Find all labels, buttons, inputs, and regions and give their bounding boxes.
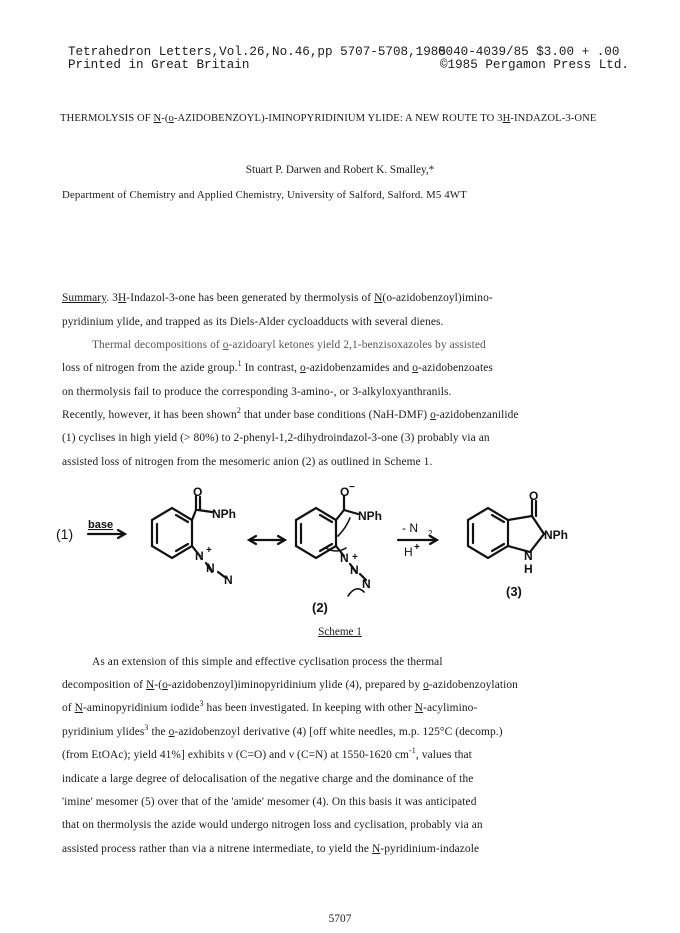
reagent-h: H <box>404 545 413 559</box>
reagent-n2-subscript: 2 <box>428 529 433 538</box>
atom-h: H <box>524 562 533 576</box>
copyright: ©1985 Pergamon Press Ltd. <box>440 58 629 72</box>
body-line: (1) cyclises in high yield (> 80%) to 2-phenyl-1,2-dihydroindazol-3-one (3) probably via an <box>62 432 490 444</box>
group-nph: NPh <box>212 507 236 521</box>
atom-n: N <box>350 563 359 577</box>
charge-plus: + <box>352 552 358 563</box>
body-line: 'imine' mesomer (5) over that of the 'amide' mesomer (4). On this basis it was anticipated <box>62 796 477 808</box>
atom-o: O <box>340 485 350 499</box>
body-line: of N-aminopyridinium iodide$^3$ has been investigated. In keeping with other N-acylimino- <box>62 699 478 714</box>
atom-n: N <box>340 551 349 565</box>
body-line: Thermal decompositions of o-azidoaryl ketones yield 2,1-benzisoxazoles by assisted <box>92 339 486 351</box>
atom-n: N <box>524 549 533 563</box>
body-line: that on thermolysis the azide would undergo nitrogen loss and cyclisation, probably via an <box>62 819 483 831</box>
charge-plus: + <box>206 545 212 556</box>
scheme-1-diagram <box>0 482 680 618</box>
group-nph: NPh <box>358 509 382 523</box>
atom-n: N <box>206 561 215 575</box>
reagent-base: base <box>88 519 114 531</box>
body-line: assisted loss of nitrogen from the mesomeric anion (2) as outlined in Scheme 1. <box>62 456 433 468</box>
paper-title: THERMOLYSIS OF N-(o-AZIDOBENZOYL)-IMINOPYRIDINIUM YLIDE: A NEW ROUTE TO 3H-INDAZOL-3-ONE <box>60 113 597 124</box>
atom-n: N <box>195 549 204 563</box>
page-number: 5707 <box>328 913 352 925</box>
atom-n: N <box>224 573 233 587</box>
reagent-minus-n2: - N <box>402 521 418 535</box>
body-line: pyridinium ylides$^3$ the o-azidobenzoyl derivative (4) [off white needles, m.p. 125°C (decomp.) <box>62 723 503 738</box>
printed-in: Printed in Great Britain <box>68 58 250 72</box>
atom-n: N <box>362 577 371 591</box>
body-line: decomposition of N-(o-azidobenzoyl)iminopyridinium ylide (4), prepared by o-azidobenzoylation <box>62 679 518 691</box>
atom-o: O <box>529 489 539 503</box>
charge-plus: + <box>414 542 420 553</box>
affiliation: Department of Chemistry and Applied Chemistry, University of Salford, Salford. M5 4WT <box>62 189 467 201</box>
body-line: loss of nitrogen from the azide group.$^1$ In contrast, o-azidobenzamides and o-azidobenzoates <box>62 359 493 374</box>
body-line: indicate a large degree of delocalisation of the negative charge and the dominance of the <box>62 773 474 785</box>
summary-line: Summary. 3H-Indazol-3-one has been generated by thermolysis of N(o-azidobenzoyl)imino- <box>62 292 493 304</box>
body-line: As an extension of this simple and effective cyclisation process the thermal <box>92 656 443 668</box>
body-line: (from EtOAc); yield 41%] exhibits ν (C=O) and ν (C=N) at 1550-1620 $cm^{-1}$, values that <box>62 746 472 761</box>
summary-line: pyridinium ylide, and trapped as its Diels-Alder cycloadducts with several dienes. <box>62 316 444 328</box>
compound-label-1: (1) <box>56 526 74 542</box>
group-nph: NPh <box>544 528 568 542</box>
journal-citation: Tetrahedron Letters,Vol.26,No.46,pp 5707-5708,1985 <box>68 45 446 59</box>
body-line: on thermolysis fail to produce the corresponding 3-amino-, or 3-alkyloxyanthranils. <box>62 386 452 398</box>
compound-label-3: (3) <box>506 584 522 599</box>
body-line: assisted process rather than via a nitrene intermediate, to yield the N-pyridinium-indazole <box>62 843 480 855</box>
compound-label-2: (2) <box>312 600 328 615</box>
issn-price: 0040-4039/85 $3.00 + .00 <box>438 45 620 59</box>
scheme-caption: Scheme 1 <box>318 626 362 638</box>
charge-minus: − <box>349 482 355 493</box>
body-line: Recently, however, it has been shown$^2$ that under base conditions (NaH-DMF) o-azidobenzanilide <box>62 406 519 421</box>
atom-o: O <box>193 485 203 499</box>
authors: Stuart P. Darwen and Robert K. Smalley,* <box>245 164 435 176</box>
